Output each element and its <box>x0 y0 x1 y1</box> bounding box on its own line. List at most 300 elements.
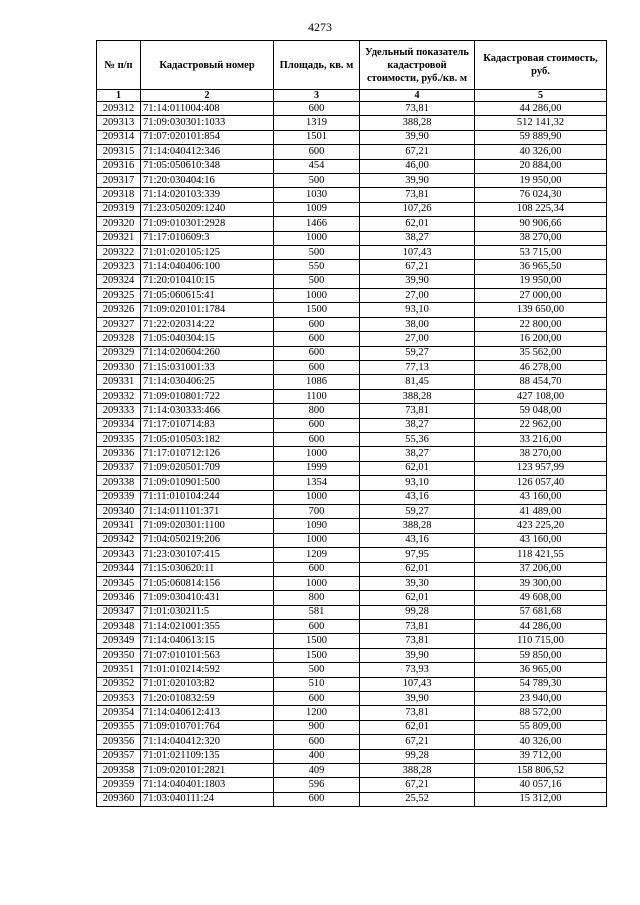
cadastral-number-cell: 71:14:030406:25 <box>141 375 274 389</box>
specific-value-cell: 39,90 <box>360 274 475 288</box>
area-cell: 600 <box>274 145 360 159</box>
column-number: 3 <box>274 90 360 102</box>
cadastral-number-cell: 71:14:040412:346 <box>141 145 274 159</box>
row-number-cell: 209348 <box>97 620 141 634</box>
row-number-cell: 209349 <box>97 634 141 648</box>
cadastral-number-cell: 71:14:021001:355 <box>141 620 274 634</box>
row-number-cell: 209356 <box>97 735 141 749</box>
column-number-row <box>97 90 607 102</box>
cadastral-value-cell: 19 950,00 <box>475 173 607 187</box>
area-cell: 600 <box>274 346 360 360</box>
table-row <box>97 763 607 777</box>
cadastral-number-cell: 71:15:030620:11 <box>141 562 274 576</box>
table-row <box>97 130 607 144</box>
row-number-cell: 209352 <box>97 677 141 691</box>
cadastral-value-cell: 76 024,30 <box>475 188 607 202</box>
specific-value-cell: 73,81 <box>360 404 475 418</box>
cadastral-value-cell: 126 057,40 <box>475 476 607 490</box>
page-number: 4273 <box>308 20 332 34</box>
cadastral-number-cell: 71:05:040304:15 <box>141 332 274 346</box>
table-row <box>97 533 607 547</box>
row-number-cell: 209338 <box>97 476 141 490</box>
table-row <box>97 188 607 202</box>
specific-value-cell: 81,45 <box>360 375 475 389</box>
specific-value-cell: 73,81 <box>360 706 475 720</box>
cadastral-value-cell: 16 200,00 <box>475 332 607 346</box>
cadastral-number-cell: 71:20:010832:59 <box>141 692 274 706</box>
table-row <box>97 792 607 806</box>
specific-value-cell: 73,81 <box>360 102 475 116</box>
row-number-cell: 209317 <box>97 173 141 187</box>
table-row <box>97 404 607 418</box>
cadastral-value-cell: 59 889,90 <box>475 130 607 144</box>
row-number-cell: 209341 <box>97 519 141 533</box>
cadastral-value-table <box>96 40 607 807</box>
specific-value-cell: 59,27 <box>360 346 475 360</box>
table-row <box>97 173 607 187</box>
row-number-cell: 209328 <box>97 332 141 346</box>
specific-value-cell: 93,10 <box>360 476 475 490</box>
cadastral-value-cell: 54 789,30 <box>475 677 607 691</box>
area-cell: 400 <box>274 749 360 763</box>
area-cell: 600 <box>274 432 360 446</box>
table-row <box>97 303 607 317</box>
area-cell: 1500 <box>274 303 360 317</box>
specific-value-cell: 77,13 <box>360 361 475 375</box>
cadastral-value-cell: 33 216,00 <box>475 432 607 446</box>
row-number-cell: 209344 <box>97 562 141 576</box>
row-number-cell: 209322 <box>97 245 141 259</box>
row-number-cell: 209329 <box>97 346 141 360</box>
cadastral-number-cell: 71:14:040401:1803 <box>141 778 274 792</box>
specific-value-cell: 62,01 <box>360 562 475 576</box>
cadastral-number-cell: 71:17:010609:3 <box>141 231 274 245</box>
row-number-cell: 209323 <box>97 260 141 274</box>
cadastral-number-cell: 71:09:020101:2821 <box>141 763 274 777</box>
table-row <box>97 548 607 562</box>
area-cell: 1501 <box>274 130 360 144</box>
cadastral-number-cell: 71:01:020105:125 <box>141 245 274 259</box>
cadastral-value-cell: 43 160,00 <box>475 533 607 547</box>
specific-value-cell: 73,93 <box>360 663 475 677</box>
row-number-cell: 209340 <box>97 504 141 518</box>
table-row <box>97 735 607 749</box>
row-number-cell: 209343 <box>97 548 141 562</box>
row-number-cell: 209332 <box>97 389 141 403</box>
table-row <box>97 663 607 677</box>
cadastral-number-cell: 71:09:010901:500 <box>141 476 274 490</box>
cadastral-value-cell: 41 489,00 <box>475 504 607 518</box>
table-header-row <box>97 41 607 90</box>
row-number-cell: 209331 <box>97 375 141 389</box>
table-row <box>97 706 607 720</box>
cadastral-value-cell: 53 715,00 <box>475 245 607 259</box>
specific-value-cell: 38,27 <box>360 418 475 432</box>
row-number-cell: 209319 <box>97 202 141 216</box>
area-cell: 1100 <box>274 389 360 403</box>
cadastral-value-cell: 40 326,00 <box>475 145 607 159</box>
cadastral-number-cell: 71:05:050610:348 <box>141 159 274 173</box>
cadastral-value-cell: 139 650,00 <box>475 303 607 317</box>
row-number-cell: 209360 <box>97 792 141 806</box>
cadastral-value-cell: 23 940,00 <box>475 692 607 706</box>
cadastral-number-cell: 71:09:010701:764 <box>141 720 274 734</box>
table-row <box>97 476 607 490</box>
area-cell: 1030 <box>274 188 360 202</box>
area-cell: 1000 <box>274 490 360 504</box>
cadastral-number-cell: 71:09:030410:431 <box>141 591 274 605</box>
header-cadastral-value: Кадастровая стоимость, руб. <box>475 41 607 90</box>
table-row <box>97 720 607 734</box>
cadastral-value-cell: 44 286,00 <box>475 620 607 634</box>
row-number-cell: 209345 <box>97 576 141 590</box>
row-number-cell: 209346 <box>97 591 141 605</box>
row-number-cell: 209326 <box>97 303 141 317</box>
cadastral-value-cell: 36 965,00 <box>475 663 607 677</box>
area-cell: 1999 <box>274 461 360 475</box>
header-row-number: № п/п <box>97 41 141 90</box>
area-cell: 600 <box>274 418 360 432</box>
cadastral-value-cell: 123 957,99 <box>475 461 607 475</box>
cadastral-number-cell: 71:14:020604:260 <box>141 346 274 360</box>
row-number-cell: 209337 <box>97 461 141 475</box>
table-row <box>97 432 607 446</box>
row-number-cell: 209335 <box>97 432 141 446</box>
table-row <box>97 620 607 634</box>
cadastral-number-cell: 71:23:030107:415 <box>141 548 274 562</box>
table-row <box>97 519 607 533</box>
cadastral-number-cell: 71:01:030211:5 <box>141 605 274 619</box>
row-number-cell: 209359 <box>97 778 141 792</box>
specific-value-cell: 97,95 <box>360 548 475 562</box>
cadastral-value-cell: 88 572,00 <box>475 706 607 720</box>
row-number-cell: 209312 <box>97 102 141 116</box>
table-row <box>97 116 607 130</box>
table-row <box>97 648 607 662</box>
specific-value-cell: 67,21 <box>360 145 475 159</box>
table-row <box>97 159 607 173</box>
row-number-cell: 209351 <box>97 663 141 677</box>
table-row <box>97 289 607 303</box>
area-cell: 1319 <box>274 116 360 130</box>
area-cell: 1000 <box>274 533 360 547</box>
cadastral-number-cell: 71:04:050219:206 <box>141 533 274 547</box>
cadastral-number-cell: 71:05:060814:156 <box>141 576 274 590</box>
specific-value-cell: 67,21 <box>360 260 475 274</box>
specific-value-cell: 39,90 <box>360 173 475 187</box>
area-cell: 1000 <box>274 576 360 590</box>
cadastral-number-cell: 71:09:030301:1033 <box>141 116 274 130</box>
table-row <box>97 217 607 231</box>
table-row <box>97 634 607 648</box>
cadastral-value-cell: 15 312,00 <box>475 792 607 806</box>
table-row <box>97 461 607 475</box>
specific-value-cell: 39,90 <box>360 130 475 144</box>
area-cell: 500 <box>274 274 360 288</box>
specific-value-cell: 39,30 <box>360 576 475 590</box>
cadastral-value-cell: 40 057,16 <box>475 778 607 792</box>
table-row <box>97 778 607 792</box>
cadastral-value-cell: 38 270,00 <box>475 231 607 245</box>
cadastral-value-cell: 39 300,00 <box>475 576 607 590</box>
area-cell: 500 <box>274 245 360 259</box>
table-row <box>97 260 607 274</box>
specific-value-cell: 73,81 <box>360 620 475 634</box>
cadastral-value-cell: 20 884,00 <box>475 159 607 173</box>
row-number-cell: 209318 <box>97 188 141 202</box>
cadastral-number-cell: 71:09:020101:1784 <box>141 303 274 317</box>
specific-value-cell: 62,01 <box>360 591 475 605</box>
area-cell: 500 <box>274 663 360 677</box>
row-number-cell: 209355 <box>97 720 141 734</box>
area-cell: 900 <box>274 720 360 734</box>
area-cell: 500 <box>274 173 360 187</box>
row-number-cell: 209315 <box>97 145 141 159</box>
area-cell: 510 <box>274 677 360 691</box>
specific-value-cell: 67,21 <box>360 735 475 749</box>
table-row <box>97 274 607 288</box>
cadastral-value-cell: 427 108,00 <box>475 389 607 403</box>
table-row <box>97 375 607 389</box>
area-cell: 600 <box>274 792 360 806</box>
specific-value-cell: 107,26 <box>360 202 475 216</box>
area-cell: 1000 <box>274 231 360 245</box>
specific-value-cell: 388,28 <box>360 519 475 533</box>
row-number-cell: 209347 <box>97 605 141 619</box>
area-cell: 600 <box>274 361 360 375</box>
row-number-cell: 209333 <box>97 404 141 418</box>
cadastral-value-cell: 108 225,34 <box>475 202 607 216</box>
specific-value-cell: 43,16 <box>360 490 475 504</box>
cadastral-number-cell: 71:23:050209:1240 <box>141 202 274 216</box>
cadastral-value-cell: 423 225,20 <box>475 519 607 533</box>
cadastral-value-cell: 59 850,00 <box>475 648 607 662</box>
area-cell: 600 <box>274 620 360 634</box>
cadastral-number-cell: 71:01:021109:135 <box>141 749 274 763</box>
header-area: Площадь, кв. м <box>274 41 360 90</box>
cadastral-value-cell: 27 000,00 <box>475 289 607 303</box>
table-body <box>97 102 607 807</box>
cadastral-value-cell: 22 962,00 <box>475 418 607 432</box>
specific-value-cell: 27,00 <box>360 332 475 346</box>
table-row <box>97 145 607 159</box>
table-row <box>97 605 607 619</box>
specific-value-cell: 46,00 <box>360 159 475 173</box>
row-number-cell: 209314 <box>97 130 141 144</box>
table-row <box>97 346 607 360</box>
cadastral-value-cell: 37 206,00 <box>475 562 607 576</box>
specific-value-cell: 25,52 <box>360 792 475 806</box>
cadastral-number-cell: 71:22:020314:22 <box>141 317 274 331</box>
specific-value-cell: 43,16 <box>360 533 475 547</box>
specific-value-cell: 27,00 <box>360 289 475 303</box>
specific-value-cell: 38,00 <box>360 317 475 331</box>
row-number-cell: 209316 <box>97 159 141 173</box>
cadastral-value-cell: 36 965,50 <box>475 260 607 274</box>
row-number-cell: 209350 <box>97 648 141 662</box>
row-number-cell: 209342 <box>97 533 141 547</box>
specific-value-cell: 93,10 <box>360 303 475 317</box>
cadastral-number-cell: 71:11:010104:244 <box>141 490 274 504</box>
cadastral-value-cell: 110 715,00 <box>475 634 607 648</box>
area-cell: 600 <box>274 317 360 331</box>
column-number: 4 <box>360 90 475 102</box>
cadastral-number-cell: 71:14:030333:466 <box>141 404 274 418</box>
table-row <box>97 361 607 375</box>
table-row <box>97 447 607 461</box>
cadastral-value-cell: 38 270,00 <box>475 447 607 461</box>
table-row <box>97 576 607 590</box>
row-number-cell: 209325 <box>97 289 141 303</box>
area-cell: 800 <box>274 404 360 418</box>
cadastral-number-cell: 71:09:020301:1100 <box>141 519 274 533</box>
cadastral-number-cell: 71:14:020103:339 <box>141 188 274 202</box>
area-cell: 1500 <box>274 634 360 648</box>
cadastral-number-cell: 71:03:040111:24 <box>141 792 274 806</box>
specific-value-cell: 55,36 <box>360 432 475 446</box>
specific-value-cell: 39,90 <box>360 692 475 706</box>
table-row <box>97 202 607 216</box>
cadastral-value-cell: 40 326,00 <box>475 735 607 749</box>
cadastral-number-cell: 71:15:031001:33 <box>141 361 274 375</box>
area-cell: 1090 <box>274 519 360 533</box>
row-number-cell: 209334 <box>97 418 141 432</box>
table-row <box>97 231 607 245</box>
area-cell: 1009 <box>274 202 360 216</box>
area-cell: 600 <box>274 562 360 576</box>
area-cell: 600 <box>274 692 360 706</box>
column-number: 5 <box>475 90 607 102</box>
specific-value-cell: 62,01 <box>360 217 475 231</box>
row-number-cell: 209321 <box>97 231 141 245</box>
specific-value-cell: 59,27 <box>360 504 475 518</box>
cadastral-value-cell: 59 048,00 <box>475 404 607 418</box>
area-cell: 600 <box>274 102 360 116</box>
area-cell: 596 <box>274 778 360 792</box>
area-cell: 1086 <box>274 375 360 389</box>
specific-value-cell: 99,28 <box>360 605 475 619</box>
cadastral-number-cell: 71:01:010214:592 <box>141 663 274 677</box>
cadastral-value-cell: 44 286,00 <box>475 102 607 116</box>
specific-value-cell: 38,27 <box>360 231 475 245</box>
row-number-cell: 209357 <box>97 749 141 763</box>
row-number-cell: 209353 <box>97 692 141 706</box>
table-row <box>97 418 607 432</box>
cadastral-number-cell: 71:09:020501:709 <box>141 461 274 475</box>
specific-value-cell: 107,43 <box>360 677 475 691</box>
row-number-cell: 209339 <box>97 490 141 504</box>
column-number: 1 <box>97 90 141 102</box>
cadastral-value-cell: 35 562,00 <box>475 346 607 360</box>
cadastral-value-cell: 22 800,00 <box>475 317 607 331</box>
cadastral-value-cell: 57 681,68 <box>475 605 607 619</box>
cadastral-value-cell: 512 141,32 <box>475 116 607 130</box>
specific-value-cell: 388,28 <box>360 763 475 777</box>
area-cell: 600 <box>274 332 360 346</box>
column-number: 2 <box>141 90 274 102</box>
cadastral-number-cell: 71:07:010101:563 <box>141 648 274 662</box>
table-row <box>97 749 607 763</box>
cadastral-value-cell: 88 454,70 <box>475 375 607 389</box>
row-number-cell: 209320 <box>97 217 141 231</box>
cadastral-number-cell: 71:14:040612:413 <box>141 706 274 720</box>
cadastral-number-cell: 71:05:060615:41 <box>141 289 274 303</box>
area-cell: 700 <box>274 504 360 518</box>
area-cell: 800 <box>274 591 360 605</box>
cadastral-number-cell: 71:05:010503:182 <box>141 432 274 446</box>
area-cell: 550 <box>274 260 360 274</box>
row-number-cell: 209327 <box>97 317 141 331</box>
specific-value-cell: 107,43 <box>360 245 475 259</box>
area-cell: 454 <box>274 159 360 173</box>
cadastral-number-cell: 71:09:010301:2928 <box>141 217 274 231</box>
cadastral-value-cell: 19 950,00 <box>475 274 607 288</box>
cadastral-number-cell: 71:20:030404:16 <box>141 173 274 187</box>
table-row <box>97 490 607 504</box>
row-number-cell: 209354 <box>97 706 141 720</box>
specific-value-cell: 73,81 <box>360 634 475 648</box>
table-row <box>97 317 607 331</box>
table-row <box>97 102 607 116</box>
area-cell: 581 <box>274 605 360 619</box>
cadastral-value-cell: 90 906,66 <box>475 217 607 231</box>
area-cell: 1209 <box>274 548 360 562</box>
specific-value-cell: 73,81 <box>360 188 475 202</box>
header-cadastral-number: Кадастровый номер <box>141 41 274 90</box>
row-number-cell: 209336 <box>97 447 141 461</box>
row-number-cell: 209358 <box>97 763 141 777</box>
cadastral-number-cell: 71:01:020103:82 <box>141 677 274 691</box>
area-cell: 1000 <box>274 289 360 303</box>
cadastral-value-cell: 46 278,00 <box>475 361 607 375</box>
specific-value-cell: 99,28 <box>360 749 475 763</box>
area-cell: 409 <box>274 763 360 777</box>
specific-value-cell: 388,28 <box>360 116 475 130</box>
specific-value-cell: 388,28 <box>360 389 475 403</box>
specific-value-cell: 62,01 <box>360 720 475 734</box>
table-row <box>97 677 607 691</box>
cadastral-value-cell: 49 608,00 <box>475 591 607 605</box>
table-row <box>97 389 607 403</box>
cadastral-value-cell: 39 712,00 <box>475 749 607 763</box>
cadastral-number-cell: 71:14:040613:15 <box>141 634 274 648</box>
cadastral-number-cell: 71:17:010712:126 <box>141 447 274 461</box>
table-row <box>97 504 607 518</box>
cadastral-value-cell: 55 809,00 <box>475 720 607 734</box>
cadastral-value-cell: 43 160,00 <box>475 490 607 504</box>
area-cell: 1466 <box>274 217 360 231</box>
table-row <box>97 562 607 576</box>
cadastral-number-cell: 71:14:040412:320 <box>141 735 274 749</box>
table-row <box>97 245 607 259</box>
specific-value-cell: 67,21 <box>360 778 475 792</box>
cadastral-number-cell: 71:20:010410:15 <box>141 274 274 288</box>
cadastral-value-cell: 118 421,55 <box>475 548 607 562</box>
cadastral-number-cell: 71:14:040406:100 <box>141 260 274 274</box>
specific-value-cell: 38,27 <box>360 447 475 461</box>
specific-value-cell: 39,90 <box>360 648 475 662</box>
area-cell: 1500 <box>274 648 360 662</box>
area-cell: 600 <box>274 735 360 749</box>
row-number-cell: 209313 <box>97 116 141 130</box>
cadastral-number-cell: 71:14:011004:408 <box>141 102 274 116</box>
cadastral-value-cell: 158 806,52 <box>475 763 607 777</box>
row-number-cell: 209324 <box>97 274 141 288</box>
cadastral-number-cell: 71:14:011101:371 <box>141 504 274 518</box>
cadastral-number-cell: 71:09:010801:722 <box>141 389 274 403</box>
header-specific-value: Удельный показатель кадастровой стоимости, руб./кв. м <box>360 41 475 90</box>
area-cell: 1000 <box>274 447 360 461</box>
